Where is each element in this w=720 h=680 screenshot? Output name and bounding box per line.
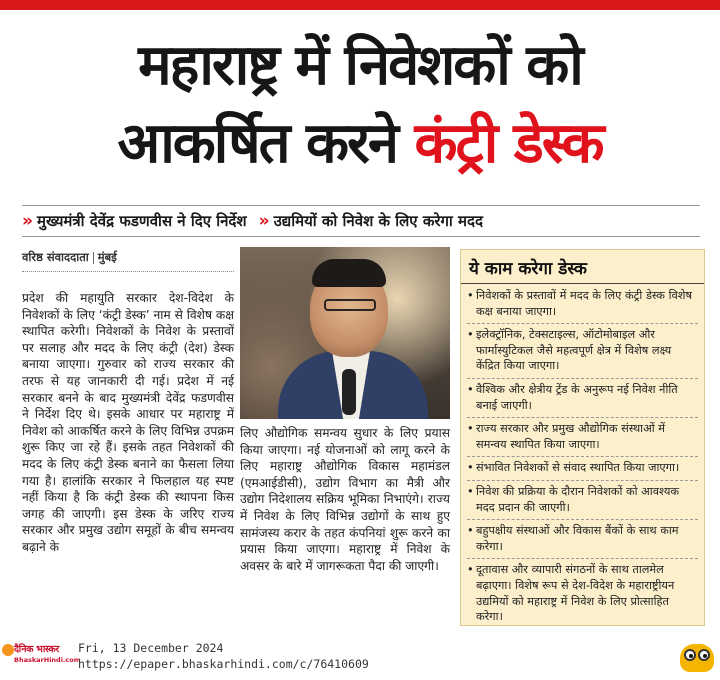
cm-photo (240, 247, 450, 419)
footer (0, 638, 720, 680)
sidebar-list (461, 286, 704, 629)
owl-mascot-icon (678, 640, 716, 674)
byline (22, 250, 234, 272)
subheadline-2: उद्यमियों को निवेश के लिए करेगा मदद (273, 212, 483, 230)
footer-url[interactable]: https://epaper.bhaskarhindi.com/c/76410609 (78, 657, 369, 671)
sidebar-box (460, 249, 705, 626)
article-column-1: प्रदेश की महायुति सरकार देश-विदेश के निवेशकों के लिए ‘कंट्री डेस्क’ नाम से विशेष कक्ष स्थापित करेगी। निवेशकों के निवेश के प्रस्तावों पर सलाह और मदद के लिए कंट्री (देश) डेस्क बनाया जाएगा। गुरुवार को राज्य सरकार की तरफ से यह जानकारी दी गई। प्रदेश में नई सरकार बनने के बाद मुख्यमंत्री देवेंद्र फडणवीस ने निर्देश दिए थे। इसके आधार पर महाराष्ट्र में निवेश को आकर्षित करने के लिए विभिन्न उपक्रम शुरू किए जा रहे हैं। इसके तहत निवेशकों की मदद के लिए कंट्री डेस्क बनाने का फैसला लिया गया है। हालांकि सरकार ने फिलहाल यह स्पष्ट नहीं किया है कि कंट्री डेस्क की स्थापना किस जगह की जाएगी। इस डेस्क के जरिए राज्य सरकार और प्रमुख उद्योग समूहों के बीच समन्वय बढ़ाने के (22, 291, 234, 554)
byline-city: मुंबई (97, 250, 117, 264)
sidebar-item: • बहुपक्षीय संस्थाओं और विकास बैंकों के साथ काम करेगा। (467, 523, 698, 559)
sidebar-item: • राज्य सरकार और प्रमुख औद्योगिक संस्थाओं में समन्वय स्थापित किया जाएगा। (467, 421, 698, 457)
top-red-bar (0, 0, 720, 10)
headline-line-2-black: आकर्षित करने (117, 111, 398, 176)
sidebar-item: • इलेक्ट्रॉनिक, टेक्सटाइल्स, ऑटोमोबाइल और फार्मास्युटिकल जैसे महत्वपूर्ण क्षेत्र में विशेष लक्ष्य केंद्रित किया जाएगा। (467, 327, 698, 379)
chevron-icon: » (258, 211, 270, 231)
article-column-2: लिए औद्योगिक समन्वय सुधार के लिए प्रयास किया जाएगा। नई योजनाओं को लागू करने के लिए महाराष्ट्र औद्योगिक विकास महामंडल (एमआईडीसी), उद्योग विभाग का मैत्री और उद्योग निदेशालय सक्रिय भूमिका निभाएंगे। राज्य में निवेश के लिए विभिन्न उद्योगों के साथ हुए सामंजस्य करार के तहत कंपनियां शुरू करने का प्रयास किया जाएगा। महाराष्ट्र में निवेश के अवसर के बारे में जागरूकता पैदा की जाएगी। (240, 426, 450, 573)
headline-line-2 (0, 106, 720, 182)
sun-icon (2, 644, 14, 656)
bhaskar-logo[interactable] (2, 642, 81, 676)
footer-date: Fri, 13 December 2024 (78, 641, 224, 655)
subheadline-bar (22, 205, 700, 237)
sidebar-title: ये काम करेगा डेस्क (461, 250, 704, 284)
sidebar-item: • संभावित निवेशकों से संवाद स्थापित किया जाएगा। (467, 460, 698, 481)
logo-site: BhaskarHindi.com (14, 656, 81, 664)
sidebar-item: • दूतावास और व्यापारी संगठनों के साथ तालमेल बढ़ाएगा। विशेष रूप से देश-विदेश के महाराष्ट्रीयन उद्यमियों को महाराष्ट्र में निवेश के लिए प्रोत्साहित करेगा। (467, 562, 698, 628)
logo-name: दैनिक भास्कर (14, 644, 59, 655)
sidebar-item: • निवेशकों के प्रस्तावों में मदद के लिए कंट्री डेस्क विशेष कक्ष बनाया जाएगा। (467, 288, 698, 324)
chevron-icon: » (22, 211, 33, 231)
footer-info (78, 640, 369, 672)
microphone-icon (342, 369, 356, 415)
headline-line-1: महाराष्ट्र में निवेशकों को (138, 33, 582, 98)
byline-reporter: वरिष्ठ संवाददाता (22, 250, 89, 264)
sidebar-item: • वैश्विक और क्षेत्रीय ट्रेंड के अनुरूप नई निवेश नीति बनाई जाएगी। (467, 382, 698, 418)
sidebar-item: • निवेश की प्रक्रिया के दौरान निवेशकों को आवश्यक मदद प्रदान की जाएगी। (467, 484, 698, 520)
headline-highlight-red: कंट्री डेस्क (414, 111, 603, 176)
subheadline-1: मुख्यमंत्री देवेंद्र फडणवीस ने दिए निर्देश (36, 212, 247, 230)
